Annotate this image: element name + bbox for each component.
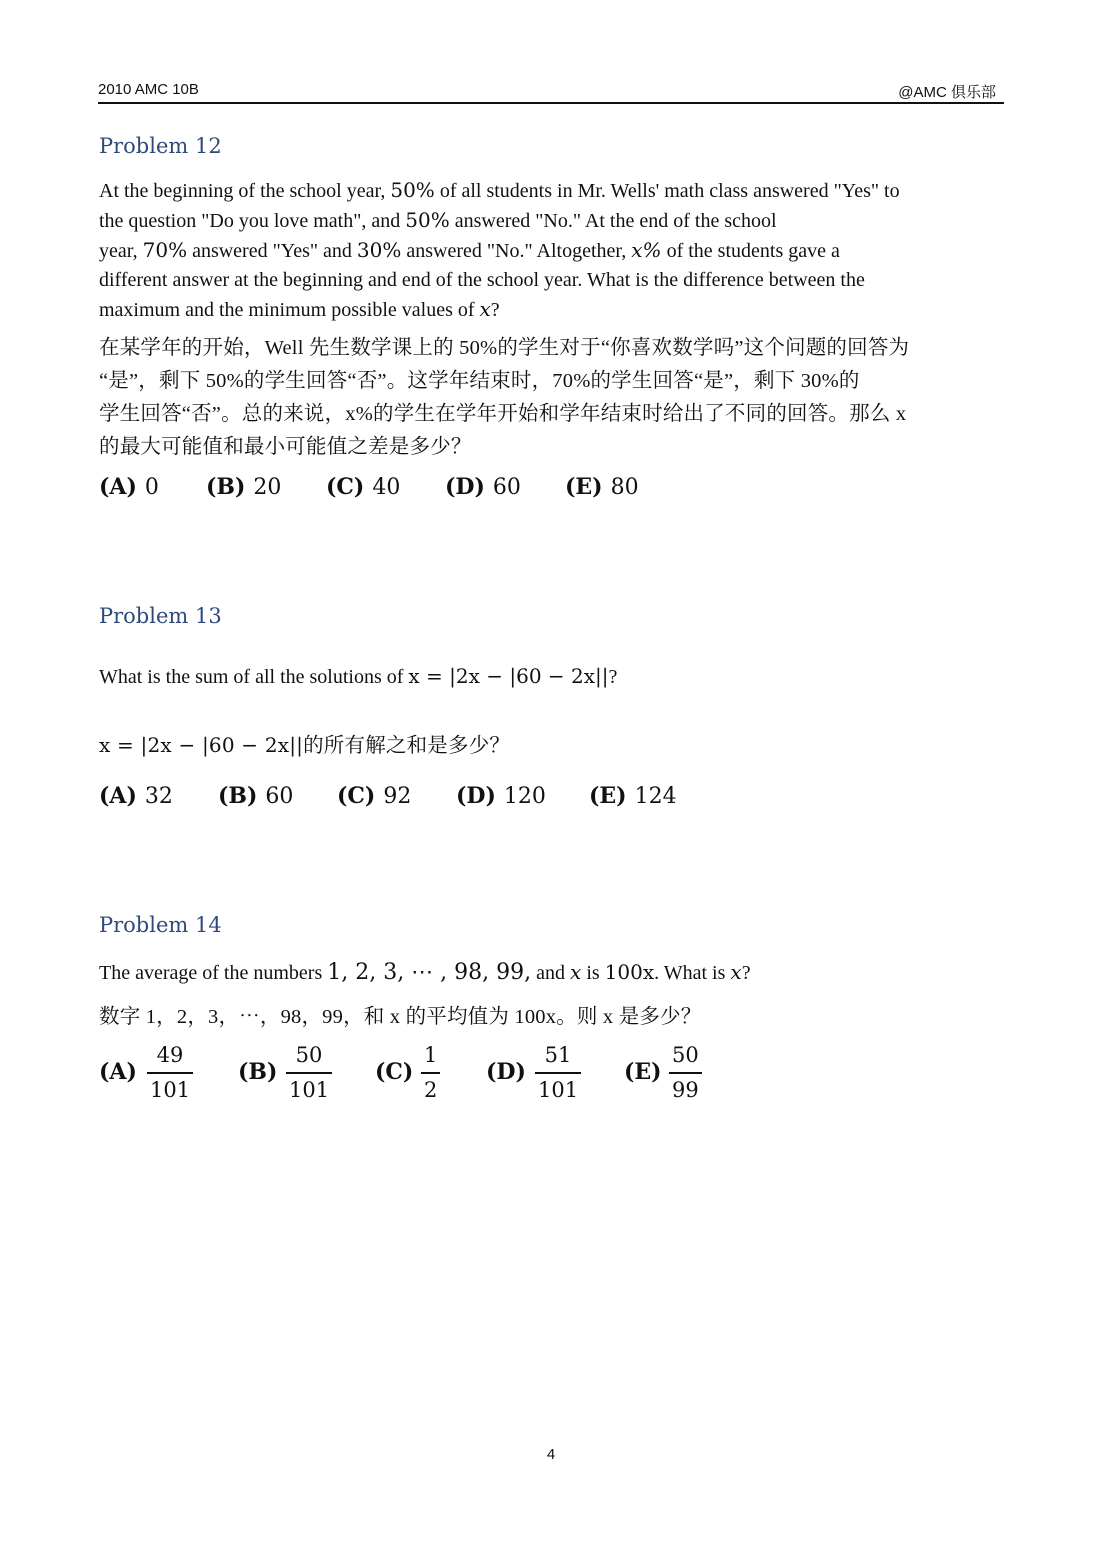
- fraction: 50 99: [669, 1041, 702, 1105]
- problem-14-english: The average of the numbers 1, 2, 3, ⋯ , 98, 99, and x is 100x. What is x?: [99, 960, 751, 985]
- choice-d: (D) 60: [445, 474, 521, 500]
- header-exam-title: 2010 AMC 10B: [98, 81, 199, 98]
- problem-12-title: Problem 12: [99, 134, 222, 158]
- p12-en-line-4: different answer at the beginning and end of the school year. What is the difference between the: [99, 269, 865, 291]
- choice-c: (C) 40: [326, 474, 401, 500]
- p13-equation-zh: x = |2x − |60 − 2x||: [99, 733, 304, 757]
- page-header: [98, 78, 1004, 104]
- problem-14-chinese: 数字 1，2，3，⋯，98，99，和 x 的平均值为 100x。则 x 是多少？: [99, 1006, 702, 1028]
- p12-zh-line-1: 在某学年的开始，Well 先生数学课上的 50%的学生对于“你喜欢数学吗”这个问题的回答为: [99, 337, 910, 359]
- page-number: 4: [546, 1446, 556, 1463]
- p12-zh-line-2: “是”，剩下 50%的学生回答“否”。这学年结束时，70%的学生回答“是”，剩下 30%的: [99, 370, 860, 392]
- p12-zh-line-4: 的最大可能值和最小可能值之差是多少？: [99, 436, 472, 458]
- choice-b: (B) 60: [218, 783, 294, 809]
- p12-zh-line-3: 学生回答“否”。总的来说，x%的学生在学年开始和学年结束时给出了不同的回答。那么 x: [99, 403, 907, 425]
- p12-en-line-3: year, 70% answered "Yes" and 30% answered "No." Altogether, x% of the students gave a: [99, 238, 840, 262]
- problem-13-chinese: x = |2x − |60 − 2x||的所有解之和是多少？: [99, 733, 511, 757]
- fraction: 50 101: [286, 1041, 332, 1105]
- choice-a: (A) 0: [99, 474, 159, 500]
- fraction: 51 101: [535, 1041, 581, 1105]
- p13-equation: x = |2x − |60 − 2x||: [408, 664, 609, 688]
- fraction: 49 101: [147, 1041, 193, 1105]
- choice-e: (E) 80: [565, 474, 639, 500]
- p12-en-line-2: the question "Do you love math", and 50% answered "No." At the end of the school: [99, 208, 777, 232]
- problem-14-title: Problem 14: [99, 913, 222, 937]
- p12-en-line-5: maximum and the minimum possible values of x?: [99, 297, 500, 321]
- p12-en-line-1: At the beginning of the school year, 50% of all students in Mr. Wells' math class answered "Yes" to: [99, 178, 900, 202]
- choice-e: (E) 124: [589, 783, 677, 809]
- choice-c: (C) 92: [337, 783, 412, 809]
- problem-13-title: Problem 13: [99, 604, 222, 628]
- problem-13-english: What is the sum of all the solutions of x = |2x − |60 − 2x||?: [99, 664, 618, 688]
- problem-12-chinese: [99, 332, 1004, 464]
- choice-d: (D) 120: [456, 783, 546, 809]
- choice-a: (A) 32: [99, 783, 173, 809]
- fraction: 1 2: [421, 1041, 440, 1105]
- problem-12-english: [99, 176, 1004, 325]
- header-club-name: @AMC 俱乐部: [898, 84, 996, 101]
- choice-b: (B) 20: [206, 474, 282, 500]
